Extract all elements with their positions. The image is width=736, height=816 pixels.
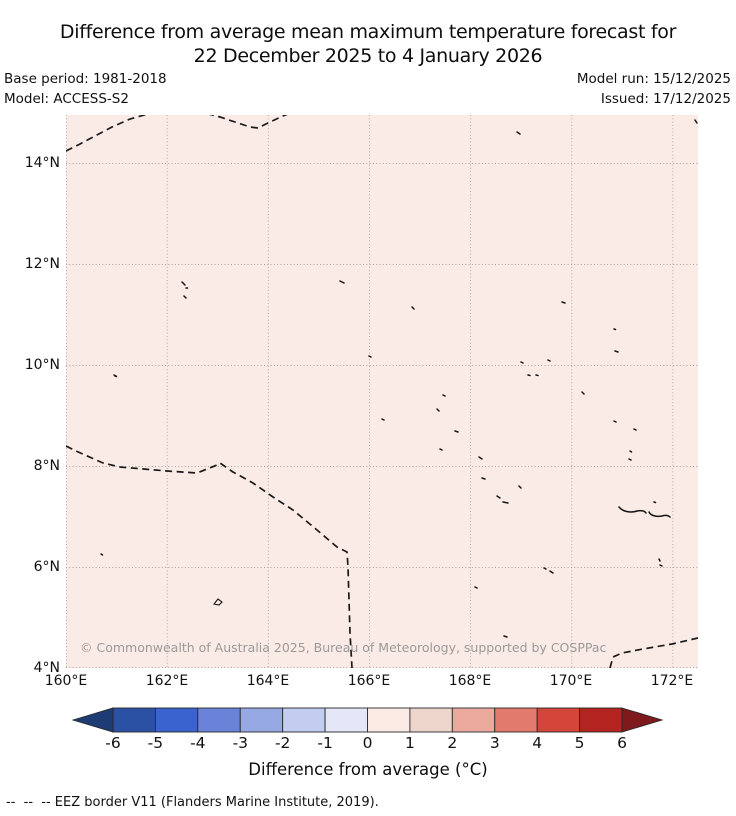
xtick-160e: 160°E [44, 673, 88, 689]
model-run-text: Model run: 15/12/2025 [576, 71, 731, 87]
meta-left [4, 69, 167, 109]
map-copyright-text: © Commonwealth of Australia 2025, Bureau of Meteorology, supported by COSPPac [80, 640, 607, 655]
xtick-168e: 168°E [448, 673, 492, 689]
cbar-tick-2: 2 [447, 734, 458, 752]
colorbar-cells [73, 708, 662, 732]
cbar-tick-3: 3 [489, 734, 500, 752]
cbar-tick-0: 0 [362, 734, 373, 752]
xtick-162e: 162°E [145, 673, 189, 689]
cbar-tick--5: -5 [147, 734, 164, 752]
xtick-170e: 170°E [549, 673, 593, 689]
title-line-2: 22 December 2025 to 4 January 2026 [193, 45, 543, 67]
model-text: Model: ACCESS-S2 [4, 91, 129, 107]
figure-title [0, 20, 736, 68]
colorbar-axis-label: Difference from average (°C) [248, 760, 488, 779]
xtick-172e: 172°E [650, 673, 694, 689]
map-background [66, 115, 698, 668]
meta-right [577, 69, 731, 109]
xtick-164e: 164°E [246, 673, 290, 689]
cbar-tick--2: -2 [274, 734, 291, 752]
ytick-10n: 10°N [24, 357, 60, 373]
issued-text: Issued: 17/12/2025 [600, 91, 731, 107]
title-line-1: Difference from average mean maximum temperature forecast for [59, 21, 677, 43]
xtick-166e: 166°E [347, 673, 391, 689]
cbar-tick-6: 6 [617, 734, 627, 752]
cbar-tick-1: 1 [404, 734, 415, 752]
cbar-tick--4: -4 [190, 734, 206, 752]
ytick-12n: 12°N [24, 256, 60, 272]
ytick-14n: 14°N [24, 155, 60, 171]
cbar-tick--3: -3 [232, 734, 249, 752]
colorbar-left-arrow [73, 708, 113, 732]
colorbar-right-arrow [622, 708, 662, 732]
cbar-tick--6: -6 [105, 734, 121, 752]
eez-legend-text: -- -- -- EEZ border V11 (Flanders Marine Institute, 2019). [6, 795, 379, 810]
cbar-tick-5: 5 [574, 734, 585, 752]
ytick-8n: 8°N [33, 458, 60, 474]
cbar-tick--1: -1 [317, 734, 333, 752]
cbar-tick-4: 4 [532, 734, 543, 752]
ytick-4n: 4°N [33, 660, 60, 676]
ytick-6n: 6°N [33, 559, 60, 575]
base-period-text: Base period: 1981-2018 [4, 71, 167, 87]
map-plot-area [66, 115, 698, 668]
map-svg [66, 115, 698, 668]
